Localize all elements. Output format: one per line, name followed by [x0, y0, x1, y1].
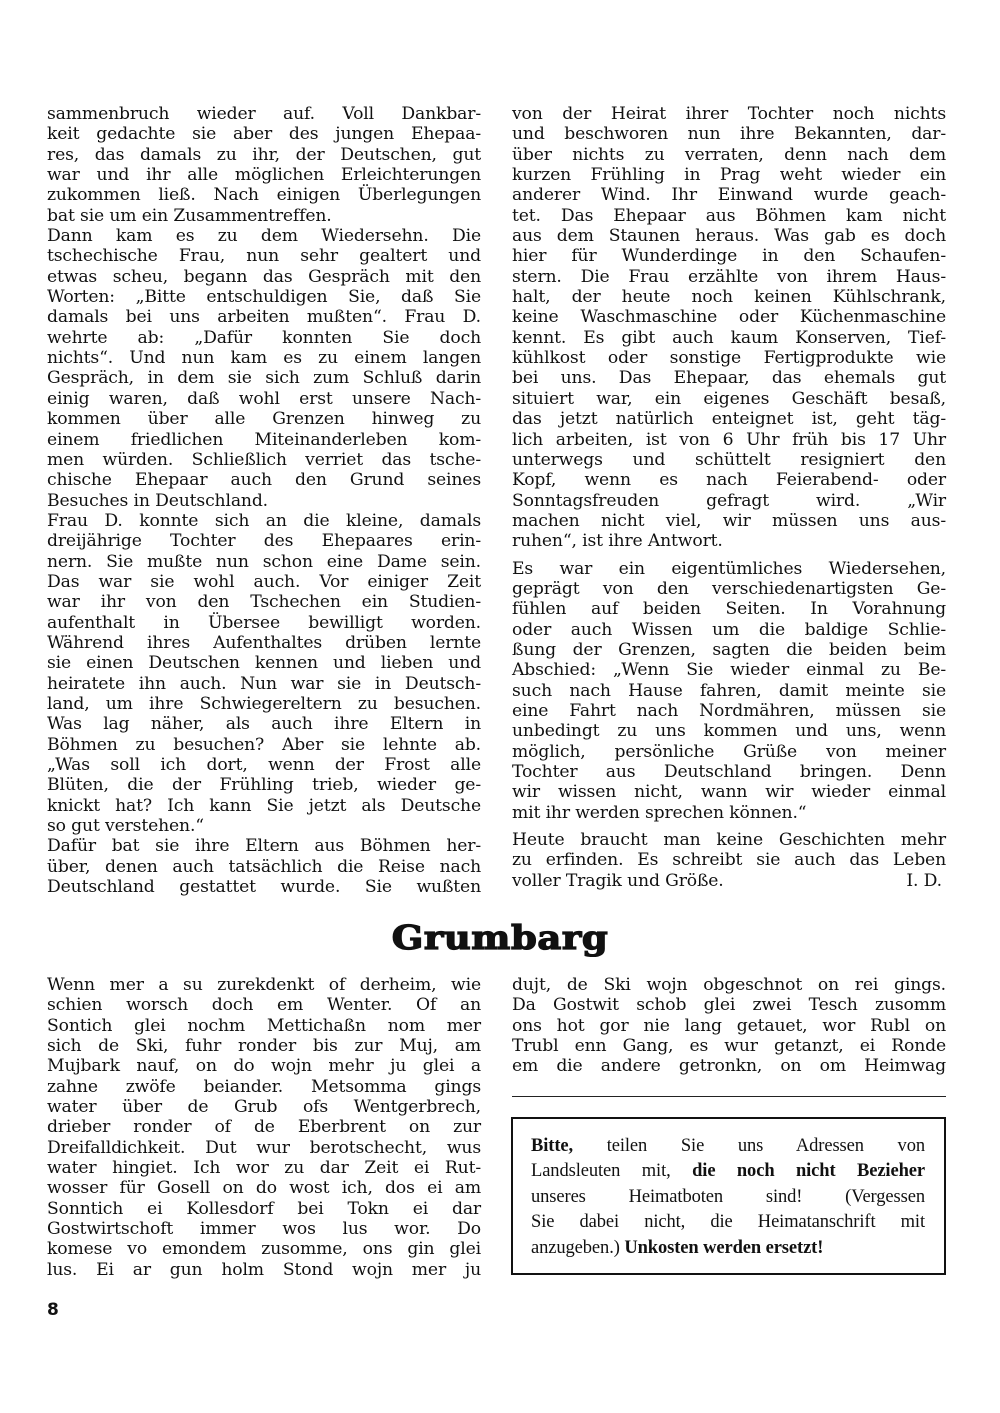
- text-line: halt, der heute noch keinen Kühlschrank,: [512, 287, 946, 308]
- text-line: das jetzt natürlich enteignet ist, geht täg-: [512, 409, 946, 430]
- text-line: situiert war, ein eigenes Geschäft besaß,: [512, 388, 946, 409]
- text-line: ons hot gor nie lang getauet, wor Rubl on: [512, 1015, 946, 1036]
- text-line: nichts“. Und nun kam es zu einem langen: [47, 348, 481, 369]
- text-line: geprägt von den verschiedenartigsten Ge-: [512, 578, 946, 599]
- text-line: stern. Die Frau erzählte von ihrem Haus-: [512, 266, 946, 287]
- closing-line: voller Tragik und Größe.: [512, 870, 724, 891]
- text-line: land, um ihre Schwiegereltern zu besuchen.: [47, 693, 481, 714]
- text-line: Abschied: „Wenn Sie wieder einmal zu Be-: [512, 660, 946, 681]
- text-line: tschechische Frau, nun sehr gealtert und: [47, 246, 481, 267]
- text-line: möglich, persönliche Grüße von meiner: [512, 741, 946, 762]
- text-line: war und ihr alle möglichen Erleichterungen: [47, 165, 481, 186]
- text-line: Dafür bat sie ihre Eltern aus Böhmen her-: [47, 836, 481, 857]
- text-line: Besuches in Deutschland.: [47, 490, 268, 511]
- text-line: men würden. Schließlich verriet das tsche-: [47, 449, 481, 470]
- text-line: Mujbark nauf, on do wojn mehr ju glei a: [47, 1056, 481, 1077]
- dialect-story-left-column: [47, 975, 481, 1280]
- paragraph: [47, 836, 481, 897]
- text-line: machen nicht viel, wir müssen uns aus-: [512, 510, 946, 531]
- paragraph: [47, 226, 481, 511]
- text-line: Tochter aus Deutschland bringen. Denn: [512, 762, 946, 782]
- article-right-column: [512, 104, 946, 891]
- notice-line: [531, 1236, 925, 1261]
- text-line: über, denen auch tatsächlich die Reise nach: [47, 856, 481, 877]
- paragraph: [47, 511, 481, 837]
- text-line: aus dem Staunen heraus. Was gab es doch: [512, 226, 946, 247]
- text-line: kühlkost oder sonstige Fertigprodukte wie: [512, 348, 946, 369]
- notice-line: [531, 1159, 925, 1184]
- notice-line: [531, 1134, 925, 1159]
- notice-line: [531, 1210, 925, 1235]
- emphasis-text: Unkosten werden ersetzt!: [624, 1237, 824, 1258]
- dialect-story-right-column: [512, 975, 946, 1077]
- text-line: keine Waschmaschine oder Küchenmaschine: [512, 307, 946, 328]
- text-line: war ihr von den Tschechen ein Studien-: [47, 592, 481, 613]
- text-line: eine Fahrt nach Nordmähren, müssen sie: [512, 700, 946, 721]
- text-line: wosser für Gosell on do wost ich, dos ei am: [47, 1178, 481, 1199]
- text-line: Wenn mer a su zurekdenkt of derheim, wie: [47, 975, 481, 995]
- text-line: Da Gostwit schob glei zwei Tesch zusomm: [512, 995, 946, 1016]
- text-line: water hingiet. Ich wor zu dar Zeit ei Rut-: [47, 1158, 481, 1179]
- text-line: aufenthalt in Übersee bewilligt worden.: [47, 612, 481, 633]
- text-line: Gostwirtschoft immer wos lus wor. Do: [47, 1219, 481, 1240]
- text-line: Dreifalldichkeit. Dut wur berotschecht, wus: [47, 1137, 481, 1158]
- text-line: kennt. Es gibt auch kaum Konserven, Tief-: [512, 327, 946, 348]
- notice-text-segment: unseres Heimatboten sind! (Vergessen: [531, 1186, 925, 1207]
- text-line: Frau D. konnte sich an die kleine, damals: [47, 510, 481, 531]
- paragraph: [512, 975, 946, 1077]
- text-line: tet. Das Ehepaar aus Böhmen kam nicht: [512, 205, 946, 226]
- text-line: sich de Ski, fuhr ronder bis zur Muj, am: [47, 1036, 481, 1057]
- section-headline: Grumbarg: [391, 918, 609, 957]
- text-line: lus. Ei ar gun holm Stond wojn mer ju: [47, 1259, 481, 1280]
- text-line: Deutschland gestattet wurde. Sie wußten: [47, 877, 481, 898]
- text-line: dujt, de Ski wojn obgeschnot on rei gings.: [512, 975, 946, 995]
- text-line: und beschworen nun ihre Bekannten, dar-: [512, 124, 946, 145]
- paragraph: [47, 104, 481, 226]
- text-line: Sonntich ei Kollesdorf bei Tokn ei dar: [47, 1198, 481, 1219]
- text-line: wir wissen nicht, wann wir wieder einmal: [512, 782, 946, 803]
- text-line: chische Ehepaar auch den Grund seines: [47, 470, 481, 491]
- text-line: zu erfinden. Es schreibt sie auch das Leben: [512, 850, 946, 871]
- text-line: Trubl enn Gang, es wur getanzt, ei Ronde: [512, 1036, 946, 1057]
- emphasis-text: Bitte,: [531, 1136, 574, 1156]
- text-line: kurzen Frühling in Prag weht wieder ein: [512, 165, 946, 186]
- text-line: zahne zwöfe beiander. Metsomma gings: [47, 1076, 481, 1097]
- notice-text: [531, 1134, 925, 1261]
- text-line: zukommen ließ. Nach einigen Überlegungen: [47, 185, 481, 206]
- text-line: water über de Grub ofs Wentgerbrech,: [47, 1097, 481, 1118]
- text-line: nern. Sie mußte nun schon eine Dame sein.: [47, 551, 481, 572]
- text-line: komese vo emondem zusomme, ons gin glei: [47, 1239, 481, 1260]
- text-line: fühlen auf beiden Seiten. In Vorahnung: [512, 599, 946, 620]
- text-line: oder auch Wissen um die baldige Schlie-: [512, 619, 946, 640]
- text-line: ßung der Grenzen, sagten die beiden beim: [512, 639, 946, 660]
- text-line: em die andere getronkn, on om Heimwag: [512, 1056, 946, 1077]
- text-line: anderer Wind. Ihr Einwand wurde geach-: [512, 185, 946, 206]
- text-line: unterwegs und schüttelt resigniert den: [512, 449, 946, 470]
- notice-text-segment: Landsleuten mit,: [531, 1161, 693, 1182]
- text-line: von der Heirat ihrer Tochter noch nichts: [512, 104, 946, 124]
- text-line: etwas scheu, begann das Gespräch mit den: [47, 266, 481, 287]
- text-line: Während ihres Aufenthaltes drüben lernte: [47, 632, 481, 653]
- text-line: dreijährige Tochter des Ehepaares erin-: [47, 531, 481, 552]
- text-line: Worten: „Bitte entschuldigen Sie, daß Sie: [47, 287, 481, 308]
- page-number: 8: [47, 1300, 59, 1320]
- article-left-column: [47, 104, 481, 897]
- text-line: einem friedlichen Miteinanderleben kom-: [47, 429, 481, 450]
- paragraph: [512, 104, 946, 552]
- text-line: Kopf, wenn es nach Feierabend- oder: [512, 470, 946, 491]
- text-line: kommen über alle Grenzen hinweg zu: [47, 409, 481, 430]
- text-line: „Was soll ich dort, wenn der Frost alle: [47, 755, 481, 775]
- text-line: Gespräch, in dem sie sich zum Schluß darin: [47, 368, 481, 389]
- text-line: ruhen“, ist ihre Antwort.: [512, 531, 723, 552]
- text-line: sammenbruch wieder auf. Voll Dankbar-: [47, 104, 481, 124]
- text-line: keit gedachte sie aber des jungen Ehepaa-: [47, 124, 481, 145]
- text-line: bei uns. Das Ehepaar, das ehemals gut: [512, 368, 946, 389]
- text-line: mit ihr werden sprechen können.“: [512, 802, 807, 823]
- notice-text-segment: teilen Sie uns Adressen von: [573, 1136, 925, 1156]
- text-line: Dann kam es zu dem Wiedersehn. Die: [47, 226, 481, 247]
- horizontal-rule: [512, 1096, 946, 1097]
- text-line: schien worsch doch em Wenter. Of an: [47, 995, 481, 1016]
- text-line: hier für Wunderdinge in den Schaufen-: [512, 246, 946, 267]
- text-line: Böhmen zu besuchen? Aber sie lehnte ab.: [47, 734, 481, 755]
- emphasis-text: die noch nicht Bezieher: [692, 1161, 925, 1182]
- notice-box: [511, 1117, 946, 1275]
- text-line: Heute braucht man keine Geschichten mehr: [512, 830, 946, 851]
- text-line: knickt hat? Ich kann Sie jetzt als Deutsche: [47, 795, 481, 816]
- author-signature: I. D.: [906, 870, 942, 891]
- paragraph: [47, 975, 481, 1280]
- text-line: Das war sie wohl auch. Vor einiger Zeit: [47, 571, 481, 592]
- text-line: einig waren, daß wohl erst unsere Nach-: [47, 388, 481, 409]
- text-line: Blüten, die der Frühling trieb, wieder ge-: [47, 775, 481, 796]
- text-line: Sonntagsfreuden gefragt wird. „Wir: [512, 490, 946, 511]
- text-line: such nach Hause fahren, damit meinte sie: [512, 680, 946, 701]
- text-line: Sontich glei nochm Mettichaßn nom mer: [47, 1015, 481, 1036]
- text-line: über nichts zu verraten, denn nach dem: [512, 144, 946, 165]
- text-line: unbedingt zu uns kommen und uns, wenn: [512, 721, 946, 742]
- text-line: lich arbeiten, ist von 6 Uhr früh bis 17 Uhr: [512, 429, 946, 450]
- text-line: so gut verstehen.“: [47, 816, 204, 837]
- text-line: heiratete ihn auch. Nun war sie in Deutsch-: [47, 673, 481, 694]
- notice-line: [531, 1185, 925, 1210]
- paragraph: [512, 830, 946, 891]
- text-line: Was lag näher, als auch ihre Eltern in: [47, 714, 481, 735]
- text-line: res, das damals zu ihr, der Deutschen, gut: [47, 144, 481, 165]
- text-line: wehrte ab: „Dafür konnten Sie doch: [47, 327, 481, 348]
- text-line: Es war ein eigentümliches Wiedersehen,: [512, 558, 946, 579]
- text-line: sie einen Deutschen kennen und lieben und: [47, 653, 481, 674]
- text-line: drieber ronder of de Eberbrent on zur: [47, 1117, 481, 1138]
- notice-text-segment: Sie dabei nicht, die Heimatanschrift mit: [531, 1212, 925, 1233]
- paragraph: [512, 559, 946, 823]
- closing-row: [512, 871, 946, 891]
- text-line: bat sie um ein Zusammentreffen.: [47, 205, 332, 226]
- text-line: damals bei uns arbeiten mußten“. Frau D.: [47, 307, 481, 328]
- notice-text-segment: anzugeben.): [531, 1237, 625, 1258]
